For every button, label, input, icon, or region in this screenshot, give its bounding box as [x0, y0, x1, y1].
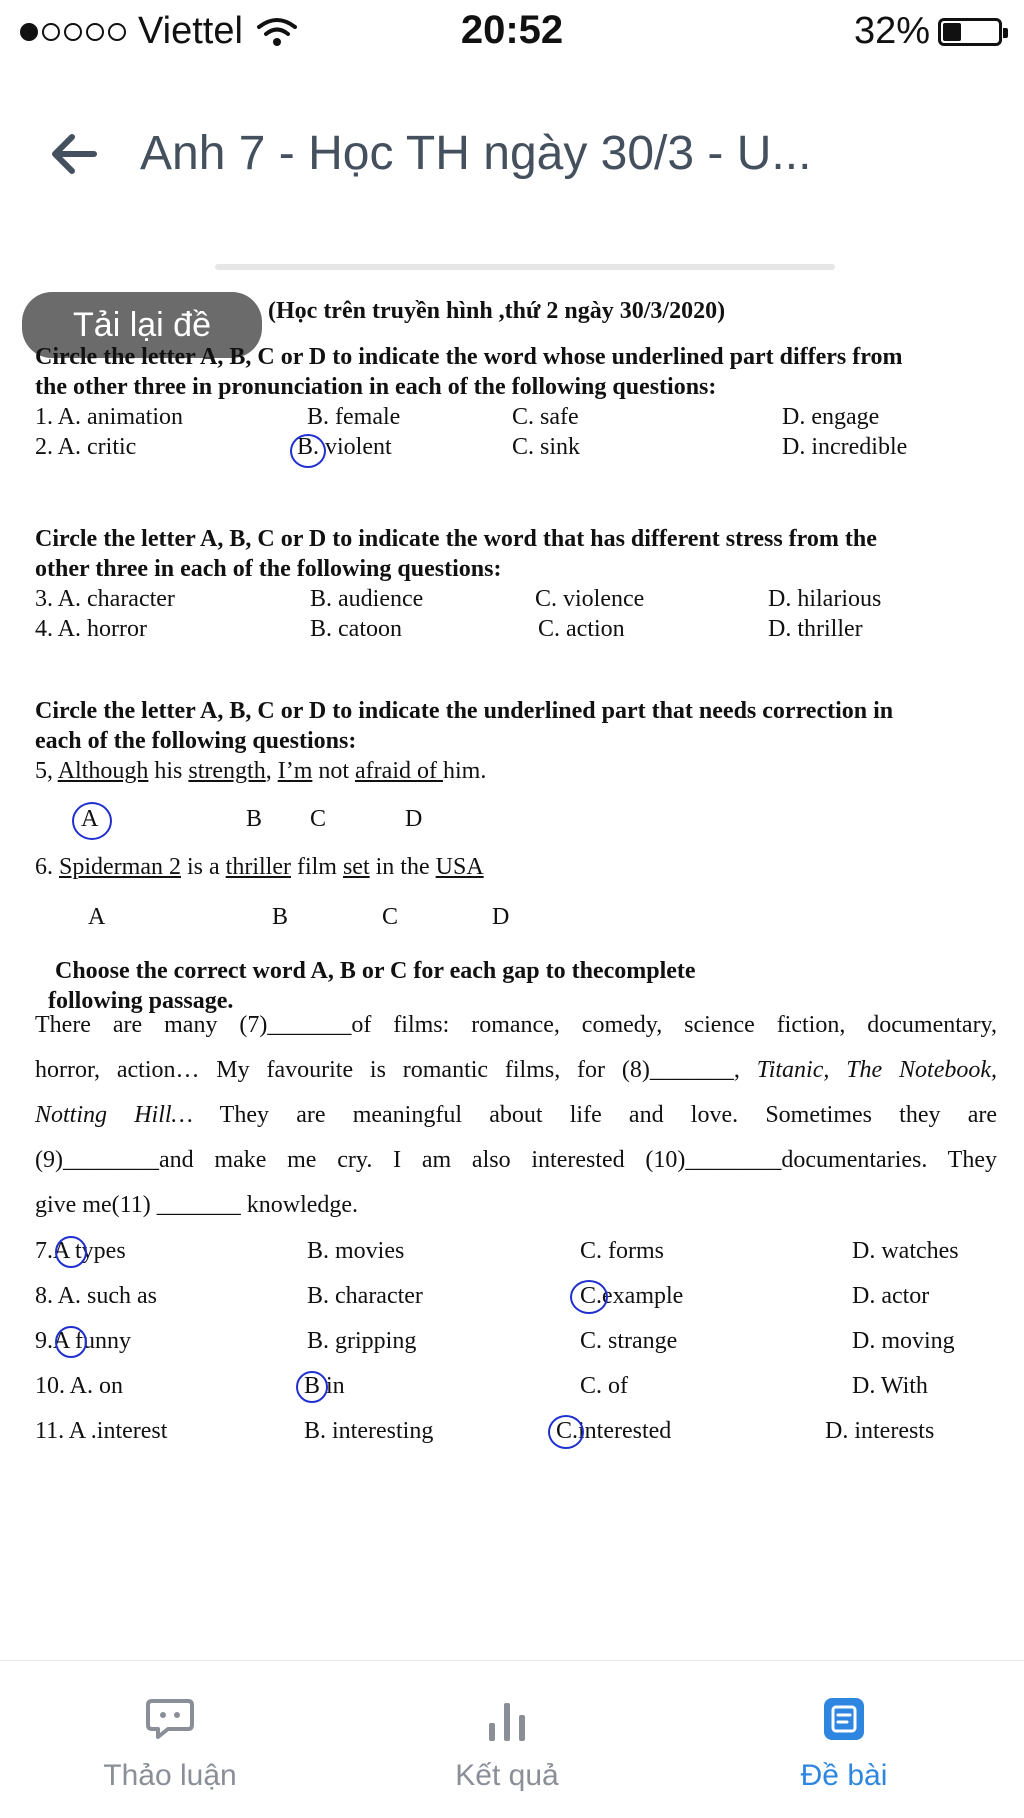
- q3-option-d: D. hilarious: [768, 586, 882, 612]
- answer-circle-mark: [296, 1371, 328, 1403]
- q6-letter-d: D: [492, 904, 510, 930]
- q1-option-c: C. safe: [512, 404, 579, 430]
- reload-exam-button[interactable]: Tải lại đề: [22, 292, 262, 358]
- q10-option-a: 10. A. on: [35, 1373, 124, 1399]
- bottom-tab-bar: [0, 1660, 1024, 1818]
- q7-option-d: D. watches: [852, 1238, 959, 1264]
- q11-option-c: C.interested: [556, 1418, 672, 1444]
- q9-option-a: 9.A funny: [35, 1328, 132, 1354]
- q5-letter-a: A: [81, 806, 99, 832]
- q11-option-d: D. interests: [825, 1418, 935, 1444]
- answer-circle-mark: [55, 1326, 87, 1358]
- tab-results[interactable]: [337, 1661, 677, 1818]
- q4-option-b: B. catoon: [310, 616, 402, 642]
- q2-option-b: B. violent: [297, 434, 392, 460]
- q10-option-d: D. With: [852, 1373, 928, 1399]
- carrier-name: Viettel: [138, 10, 243, 52]
- q5-letter-b: B: [246, 806, 263, 832]
- q9-option-d: D. moving: [852, 1328, 955, 1354]
- q7-option-c: C. forms: [580, 1238, 664, 1264]
- back-arrow-icon[interactable]: [44, 124, 104, 184]
- q10-option-c: C. of: [580, 1373, 628, 1399]
- q6-sentence: 6. Spiderman 2 is a thriller film set in the USA: [35, 854, 484, 880]
- q4-option-d: D. thriller: [768, 616, 863, 642]
- q1-option-d: D. engage: [782, 404, 880, 430]
- nav-header: [0, 100, 1024, 210]
- q8-option-a: 8. A. such as: [35, 1283, 157, 1309]
- q4-option-a: 4. A. horror: [35, 616, 147, 642]
- q10-option-b: B in: [304, 1373, 345, 1399]
- section2-instruction-line1: Circle the letter A, B, C or D to indicate the word that has different stress from the: [35, 526, 877, 552]
- q6-letter-a: A: [88, 904, 106, 930]
- section2-instruction-line2: other three in each of the following questions:: [35, 556, 502, 582]
- passage-line-2: horror, action… My favourite is romantic films, for (8)_______, Titanic, The Notebook,: [35, 1057, 998, 1083]
- status-bar: [0, 0, 1024, 64]
- q1-option-b: B. female: [307, 404, 401, 430]
- document-icon: [823, 1697, 865, 1741]
- q2-option-d: D. incredible: [782, 434, 908, 460]
- section4-instruction-line2: following passage.: [48, 988, 234, 1014]
- bar-chart-icon: [485, 1697, 529, 1741]
- clock: 20:52: [460, 8, 564, 52]
- doc-subtitle: (Học trên truyền hình ,thứ 2 ngày 30/3/2020): [268, 298, 726, 324]
- answer-circle-mark: [72, 802, 112, 840]
- q7-option-a: 7.A types: [35, 1238, 126, 1264]
- section4-instruction-line1: Choose the correct word A, B or C for each gap to thecomplete: [55, 958, 696, 984]
- answer-circle-mark: [548, 1415, 584, 1449]
- q8-option-b: B. character: [307, 1283, 423, 1309]
- page-title: Anh 7 - Học TH ngày 30/3 - U...: [140, 127, 812, 180]
- q6-letter-c: C: [382, 904, 399, 930]
- q3-option-a: 3. A. character: [35, 586, 175, 612]
- battery-percent: 32%: [853, 10, 930, 52]
- answer-circle-mark: [290, 434, 326, 468]
- q3-option-c: C. violence: [535, 586, 645, 612]
- q3-option-b: B. audience: [310, 586, 424, 612]
- passage-line-4: (9)________and make me cry. I am also interested (10)________documentaries. They: [35, 1147, 997, 1173]
- section3-instruction-line2: each of the following questions:: [35, 728, 357, 754]
- q2-option-a: 2. A. critic: [35, 434, 137, 460]
- q5-sentence: 5, Although his strength, I’m not afraid of him.: [35, 758, 487, 784]
- exam-document: [0, 240, 1024, 1660]
- q5-letter-c: C: [310, 806, 327, 832]
- q8-option-d: D. actor: [852, 1283, 930, 1309]
- passage-line-5: give me(11) _______ knowledge.: [35, 1192, 359, 1218]
- answer-circle-mark: [570, 1280, 608, 1314]
- q11-option-b: B. interesting: [304, 1418, 434, 1444]
- battery-status: [854, 10, 1002, 53]
- faded-heading: [215, 264, 835, 270]
- q5-letter-d: D: [405, 806, 423, 832]
- q8-option-c: C.example: [580, 1283, 684, 1309]
- section1-instruction-line2: the other three in pronunciation in each of the following questions:: [35, 374, 717, 400]
- tab-label: Đề bài: [800, 1759, 888, 1792]
- section3-instruction-line1: Circle the letter A, B, C or D to indicate the underlined part that needs correction in: [35, 698, 894, 724]
- passage-line-3: Notting Hill… They are meaningful about life and love. Sometimes they are: [35, 1102, 998, 1128]
- q9-option-b: B. gripping: [307, 1328, 417, 1354]
- tab-discussion[interactable]: [0, 1661, 340, 1818]
- tab-label: Thảo luận: [103, 1759, 237, 1792]
- answer-circle-mark: [55, 1236, 87, 1268]
- chat-icon: [146, 1697, 194, 1741]
- section1-instruction-line1: Circle the letter A, B, C or D to indicate the word whose underlined part differs from: [35, 344, 903, 370]
- q4-option-c: C. action: [538, 616, 625, 642]
- tab-label: Kết quả: [455, 1759, 559, 1792]
- passage-line-1: There are many (7)_______of films: romance, comedy, science fiction, documentary,: [35, 1012, 997, 1038]
- q2-option-c: C. sink: [512, 434, 581, 460]
- q11-option-a: 11. A .interest: [35, 1418, 168, 1444]
- q6-letter-b: B: [272, 904, 289, 930]
- q1-option-a: 1. A. animation: [35, 404, 183, 430]
- q9-option-c: C. strange: [580, 1328, 678, 1354]
- battery-icon: [938, 18, 1002, 46]
- q7-option-b: B. movies: [307, 1238, 405, 1264]
- tab-exam[interactable]: [674, 1661, 1014, 1818]
